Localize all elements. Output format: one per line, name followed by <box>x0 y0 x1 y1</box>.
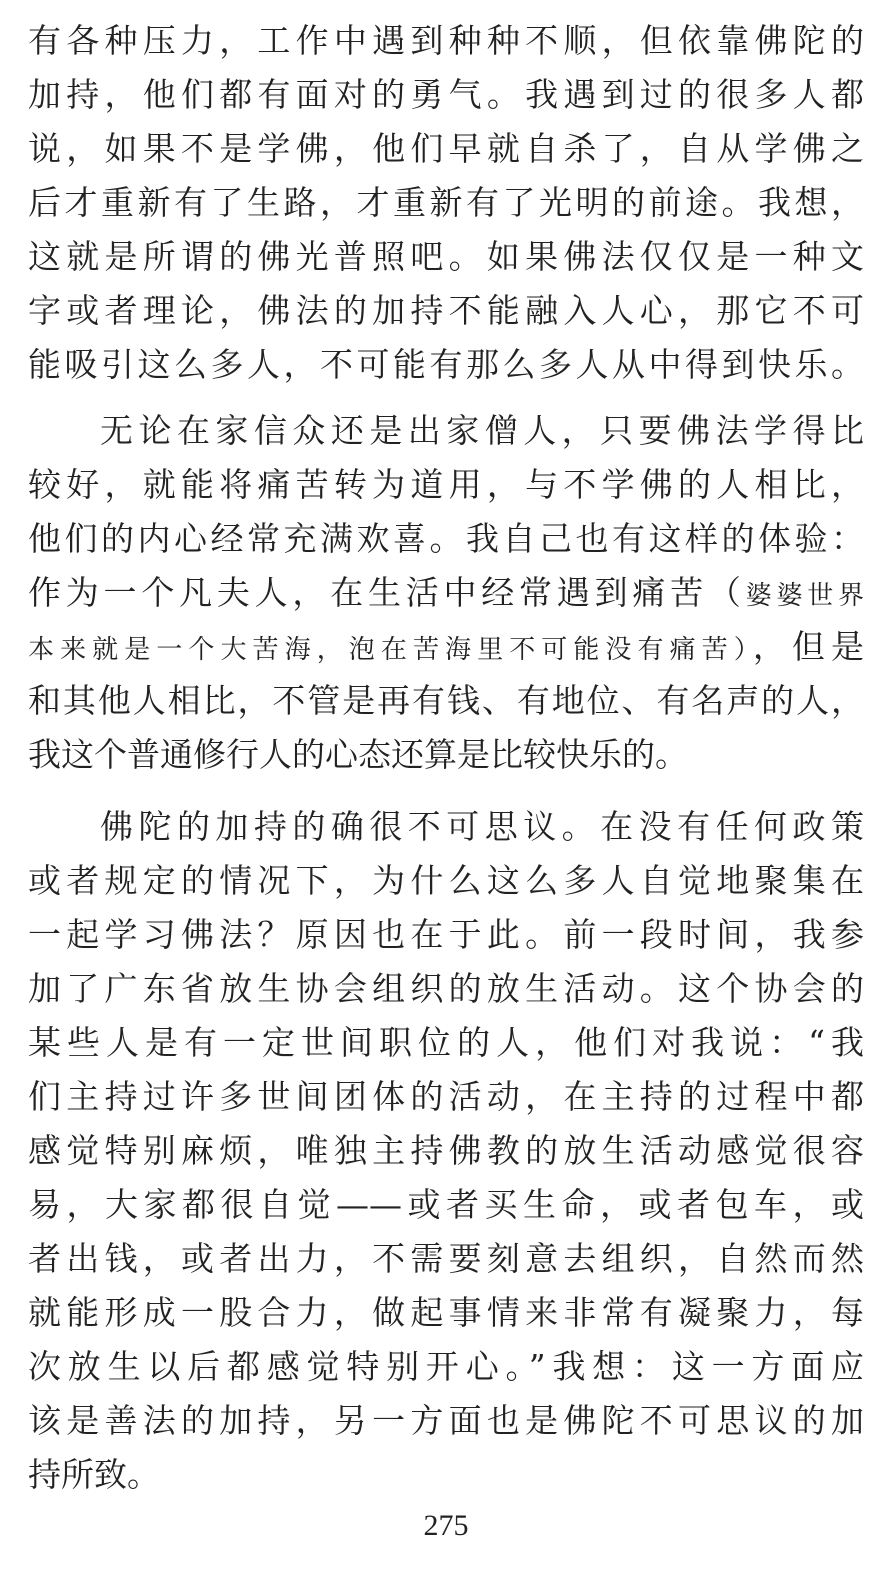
text-line: 后才重新有了生路，才重新有了光明的前途。我想， <box>28 183 864 222</box>
text-line: 者出钱，或者出力，不需要刻意去组织，自然而然 <box>28 1239 864 1278</box>
text-line: 佛陀的加持的确很不可思议。在没有任何政策 <box>100 807 864 846</box>
text-line: 易，大家都很自觉——或者买生命，或者包车，或 <box>28 1185 864 1224</box>
text-line <box>28 620 864 674</box>
text-line: 某些人是有一定世间职位的人，他们对我说：“我 <box>28 1023 864 1062</box>
text-line: 一起学习佛法？原因也在于此。前一段时间，我参 <box>28 915 864 954</box>
annotation-note: 婆婆世界 <box>745 581 864 611</box>
text-line: 他们的内心经常充满欢喜。我自己也有这样的体验： <box>28 519 864 558</box>
text-line: 和其他人相比，不管是再有钱、有地位、有名声的人， <box>28 681 864 720</box>
text-line: 感觉特别麻烦，唯独主持佛教的放生活动感觉很容 <box>28 1131 864 1170</box>
text-line: 无论在家信众还是出家僧人，只要佛法学得比 <box>100 411 864 450</box>
text-line: 较好，就能将痛苦转为道用，与不学佛的人相比， <box>28 465 864 504</box>
text-line: 这就是所谓的佛光普照吧。如果佛法仅仅是一种文 <box>28 237 864 276</box>
text-line: 就能形成一股合力，做起事情来非常有凝聚力，每 <box>28 1293 864 1332</box>
annotation-note: 本来就是一个大苦海，泡在苦海里不可能没有痛苦） <box>28 635 753 665</box>
text-line: 该是善法的加持，另一方面也是佛陀不可思议的加 <box>28 1401 864 1440</box>
text-line <box>28 566 864 620</box>
text-line: 加持，他们都有面对的勇气。我遇到过的很多人都 <box>28 75 864 114</box>
text-line: 我这个普通修行人的心态还算是比较快乐的。 <box>28 735 688 774</box>
text-line: 加了广东省放生协会组织的放生活动。这个协会的 <box>28 969 864 1008</box>
text-span: ，但是 <box>752 627 864 666</box>
page-number: 275 <box>423 1509 469 1542</box>
text-line: 们主持过许多世间团体的活动，在主持的过程中都 <box>28 1077 864 1116</box>
text-line: 说，如果不是学佛，他们早就自杀了，自从学佛之 <box>28 129 864 168</box>
text-line: 或者规定的情况下，为什么这么多人自觉地聚集在 <box>28 861 864 900</box>
text-line: 有各种压力，工作中遇到种种不顺，但依靠佛陀的 <box>28 21 864 60</box>
text-span: 作为一个凡夫人，在生活中经常遇到痛苦（ <box>28 573 746 612</box>
text-line: 次放生以后都感觉特别开心。”我想：这一方面应 <box>28 1347 864 1386</box>
text-line: 字或者理论，佛法的加持不能融入人心，那它不可 <box>28 291 864 330</box>
text-line: 能吸引这么多人，不可能有那么多人从中得到快乐。 <box>28 345 864 384</box>
text-line: 持所致。 <box>28 1455 160 1494</box>
